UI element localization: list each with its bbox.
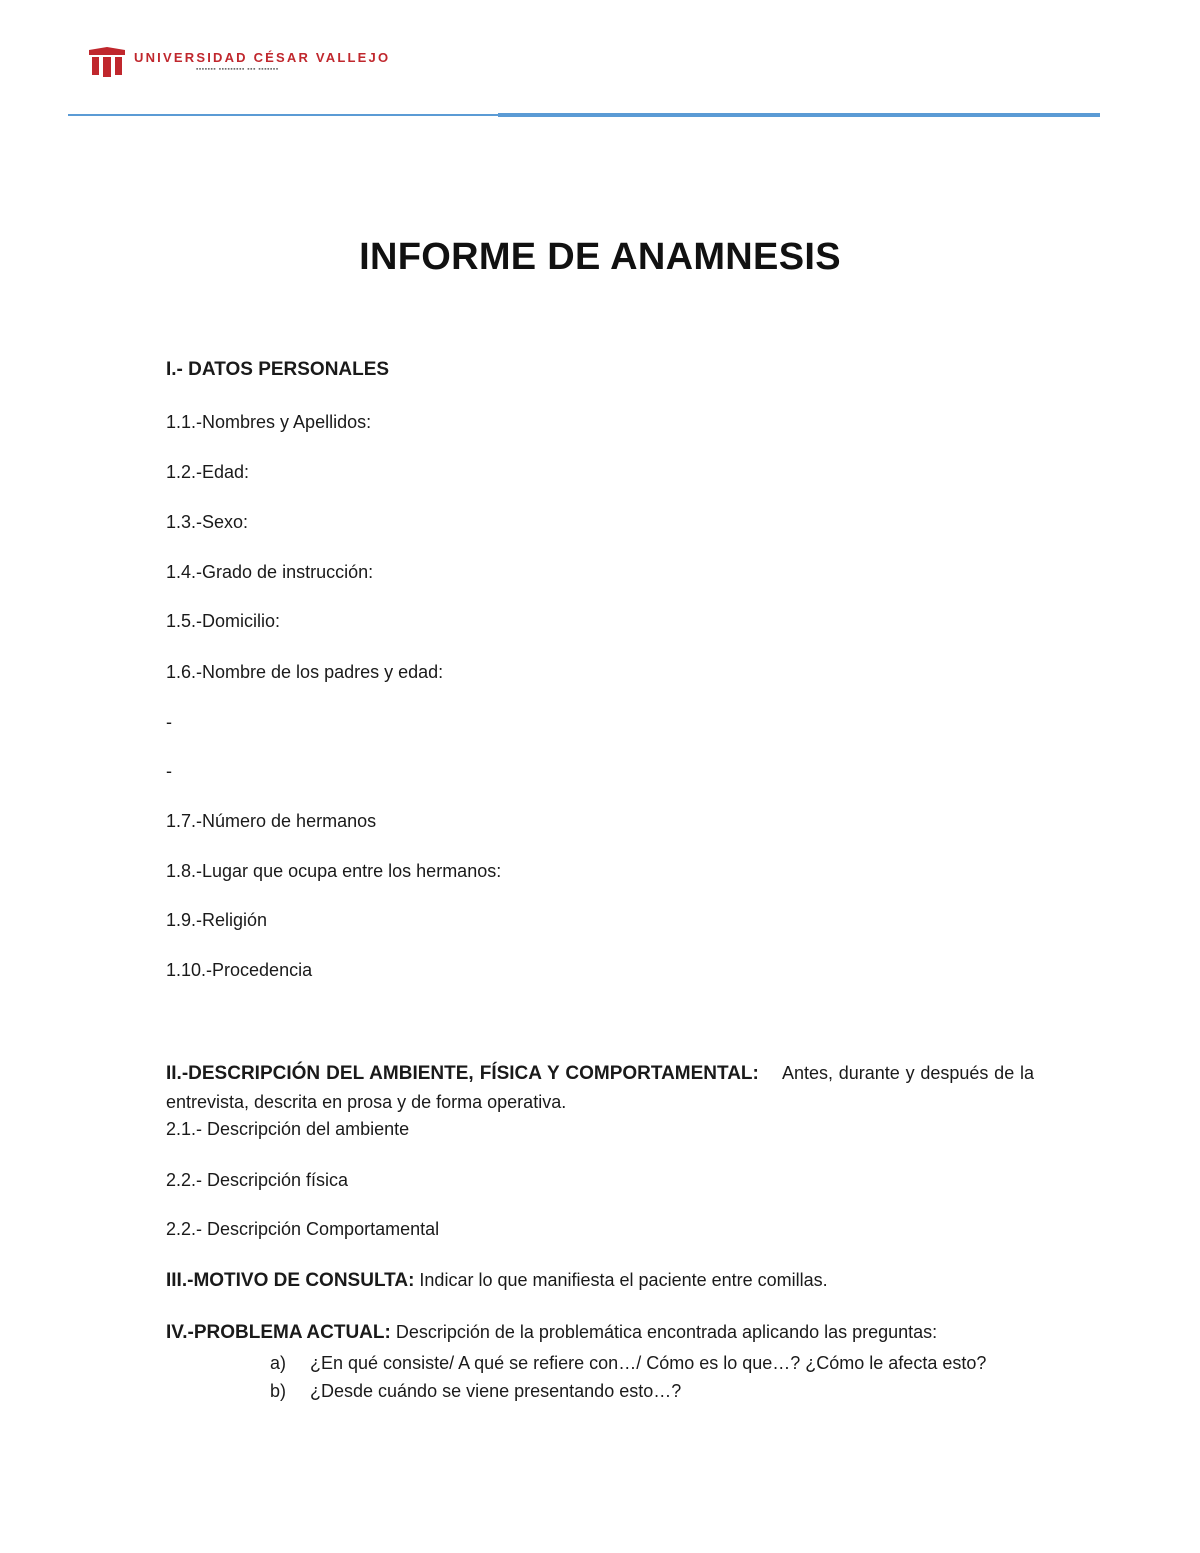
header-rule-thin bbox=[68, 114, 498, 116]
field-lugar-hermanos: 1.8.-Lugar que ocupa entre los hermanos: bbox=[166, 861, 502, 881]
section-problema-text: Descripción de la problemática encontrada aplicando las preguntas: bbox=[395, 1322, 938, 1342]
section-heading-datos-personales: I.- DATOS PERSONALES bbox=[166, 359, 390, 380]
ucv-logo-icon bbox=[88, 46, 126, 78]
field-nombres: 1.1.-Nombres y Apellidos: bbox=[166, 412, 372, 432]
field-procedencia: 1.10.-Procedencia bbox=[166, 960, 313, 980]
list-marker: b) bbox=[270, 1381, 287, 1401]
section-descripcion-intro: Antes, durante y después de la entrevista, descrita en prosa y de forma operativa. bbox=[166, 1063, 1034, 1112]
question-item bbox=[270, 1381, 681, 1402]
institution-name: UNIVERSIDAD CÉSAR VALLEJO bbox=[134, 50, 391, 65]
section-motivo-consulta bbox=[166, 1270, 828, 1292]
section-problema-actual bbox=[166, 1322, 937, 1344]
field-edad: 1.2.-Edad: bbox=[166, 462, 250, 482]
field-domicilio: 1.5.-Domicilio: bbox=[166, 611, 281, 631]
field-descripcion-fisica: 2.2.- Descripción física bbox=[166, 1170, 349, 1190]
section-heading-motivo: III.-MOTIVO DE CONSULTA: bbox=[166, 1270, 415, 1291]
question-text: ¿Desde cuándo se viene presentando esto…? bbox=[310, 1381, 682, 1401]
section-heading-descripcion: II.-DESCRIPCIÓN DEL AMBIENTE, FÍSICA Y COMPORTAMENTAL: bbox=[166, 1063, 759, 1084]
field-descripcion-ambiente: 2.1.- Descripción del ambiente bbox=[166, 1119, 410, 1139]
field-descripcion-comportamental: 2.2.- Descripción Comportamental bbox=[166, 1219, 440, 1239]
institution-tagline: ▪▪▪▪▪▪▪ ▪▪▪▪▪▪▪▪▪ ▪▪▪ ▪▪▪▪▪▪▪ bbox=[196, 66, 279, 73]
field-padre-dash-2: - bbox=[166, 761, 172, 781]
section-descripcion-paragraph bbox=[166, 1059, 1034, 1117]
question-item bbox=[270, 1353, 986, 1374]
field-sexo: 1.3.-Sexo: bbox=[166, 512, 249, 532]
field-nombre-padres: 1.6.-Nombre de los padres y edad: bbox=[166, 662, 444, 682]
field-grado-instruccion: 1.4.-Grado de instrucción: bbox=[166, 562, 374, 582]
document-title: INFORME DE ANAMNESIS bbox=[359, 236, 841, 278]
field-padre-dash-1: - bbox=[166, 712, 172, 732]
field-religion: 1.9.-Religión bbox=[166, 910, 268, 930]
header-rule-thick bbox=[498, 113, 1100, 117]
question-text: ¿En qué consiste/ A qué se refiere con…/ Cómo es lo que…? ¿Cómo le afecta esto? bbox=[310, 1353, 987, 1373]
list-marker: a) bbox=[270, 1353, 287, 1373]
field-numero-hermanos: 1.7.-Número de hermanos bbox=[166, 811, 377, 831]
header-logo bbox=[88, 46, 390, 78]
section-motivo-text: Indicar lo que manifiesta el paciente entre comillas. bbox=[419, 1270, 828, 1290]
section-heading-problema: IV.-PROBLEMA ACTUAL: bbox=[166, 1322, 391, 1343]
